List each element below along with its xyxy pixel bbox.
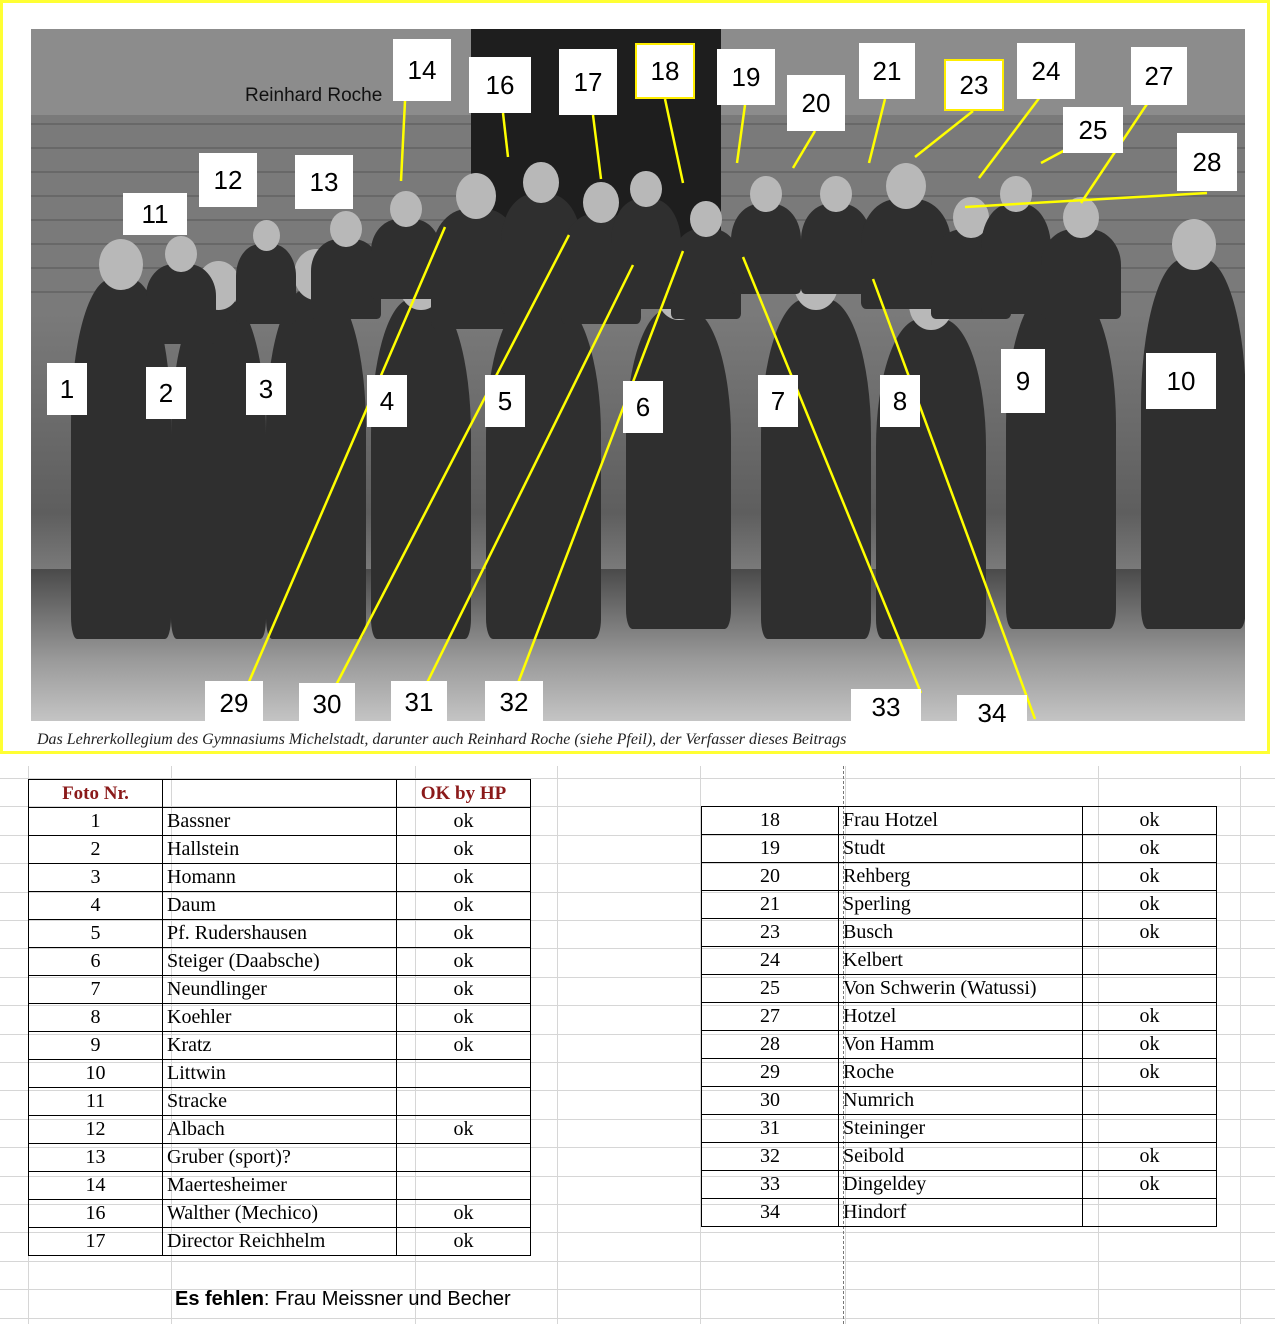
name-cell: Daum: [163, 892, 397, 920]
ok-cell: ok: [397, 808, 531, 836]
foto-number-cell: 9: [29, 1032, 163, 1060]
table-row: [702, 1199, 1217, 1227]
name-cell: Hotzel: [839, 1003, 1083, 1031]
pointer-line: [515, 251, 683, 691]
name-cell: Busch: [839, 919, 1083, 947]
missing-text: : Frau Meissner und Becher: [263, 1288, 511, 1310]
table-row: [29, 864, 531, 892]
grid-col-line: [1240, 766, 1241, 1324]
table-row: [702, 1143, 1217, 1171]
pointer-line: [333, 235, 569, 691]
ok-cell: ok: [397, 1004, 531, 1032]
name-cell: Von Hamm: [839, 1031, 1083, 1059]
photo-number-25: 25: [1063, 107, 1123, 153]
foto-number-cell: 6: [29, 948, 163, 976]
table-row: [29, 1032, 531, 1060]
table-row: [702, 1115, 1217, 1143]
foto-number-cell: 20: [702, 863, 839, 891]
table-row: [702, 1087, 1217, 1115]
foto-number-cell: 1: [29, 808, 163, 836]
ok-cell: ok: [1083, 1171, 1217, 1199]
photo-number-2: 2: [146, 367, 186, 419]
ok-cell: ok: [1083, 1003, 1217, 1031]
foto-number-cell: 12: [29, 1116, 163, 1144]
name-cell: Hindorf: [839, 1199, 1083, 1227]
table-row: [29, 1088, 531, 1116]
name-cell: Neundlinger: [163, 976, 397, 1004]
foto-number-cell: 10: [29, 1060, 163, 1088]
name-cell: Pf. Rudershausen: [163, 920, 397, 948]
foto-number-cell: 27: [702, 1003, 839, 1031]
foto-number-cell: 14: [29, 1172, 163, 1200]
foto-number-cell: 34: [702, 1199, 839, 1227]
photo-number-27: 27: [1131, 47, 1187, 105]
name-cell: Walther (Mechico): [163, 1200, 397, 1228]
photo-number-1: 1: [47, 363, 87, 415]
name-cell: Dingeldey: [839, 1171, 1083, 1199]
name-cell: Homann: [163, 864, 397, 892]
table-row: [702, 947, 1217, 975]
foto-number-cell: 11: [29, 1088, 163, 1116]
ok-cell: ok: [397, 1116, 531, 1144]
ok-cell: ok: [1083, 1059, 1217, 1087]
name-cell: Steininger: [839, 1115, 1083, 1143]
ok-cell: [397, 1172, 531, 1200]
ok-cell: [1083, 975, 1217, 1003]
photo-number-29: 29: [205, 681, 263, 725]
name-cell: Hallstein: [163, 836, 397, 864]
table-row: [702, 1031, 1217, 1059]
photo-number-18: 18: [635, 43, 695, 99]
foto-number-cell: 25: [702, 975, 839, 1003]
ok-cell: [1083, 1115, 1217, 1143]
table-row: [702, 1003, 1217, 1031]
name-cell: Kratz: [163, 1032, 397, 1060]
photo-caption: Das Lehrerkollegium des Gymnasiums Michelstadt, darunter auch Reinhard Roche (siehe Pfeil), der Verfasser dieses Beitrags: [37, 731, 847, 748]
ok-cell: ok: [397, 836, 531, 864]
ok-cell: [397, 1088, 531, 1116]
ok-cell: ok: [1083, 891, 1217, 919]
pointer-line: [869, 99, 885, 163]
photo-number-31: 31: [391, 681, 447, 723]
name-cell: Director Reichhelm: [163, 1228, 397, 1256]
name-cell: Gruber (sport)?: [163, 1144, 397, 1172]
photo-number-4: 4: [367, 375, 407, 427]
name-cell: Kelbert: [839, 947, 1083, 975]
photo-number-9: 9: [1001, 349, 1045, 413]
ok-cell: [1083, 947, 1217, 975]
pointer-line: [593, 115, 601, 179]
pointer-line: [423, 265, 633, 691]
foto-number-cell: 2: [29, 836, 163, 864]
photo-number-30: 30: [299, 683, 355, 725]
table-row: [702, 1059, 1217, 1087]
staff-table-left: [28, 779, 531, 1256]
ok-cell: ok: [1083, 1143, 1217, 1171]
name-cell: Seibold: [839, 1143, 1083, 1171]
foto-number-cell: 18: [702, 807, 839, 835]
ok-cell: [397, 1060, 531, 1088]
table-row: [29, 1200, 531, 1228]
ok-cell: ok: [397, 1228, 531, 1256]
table-row: [29, 1144, 531, 1172]
header-foto-nr: Foto Nr.: [29, 780, 163, 808]
foto-number-cell: 32: [702, 1143, 839, 1171]
name-cell: Von Schwerin (Watussi): [839, 975, 1083, 1003]
table-row: [702, 975, 1217, 1003]
name-cell: Studt: [839, 835, 1083, 863]
name-cell: Frau Hotzel: [839, 807, 1083, 835]
table-row: [702, 919, 1217, 947]
foto-number-cell: 28: [702, 1031, 839, 1059]
name-cell: Littwin: [163, 1060, 397, 1088]
photo-number-7: 7: [758, 375, 798, 427]
table-row: [29, 1172, 531, 1200]
header-name: [163, 780, 397, 808]
name-cell: Bassner: [163, 808, 397, 836]
photo-number-17: 17: [559, 49, 617, 115]
ok-cell: ok: [397, 892, 531, 920]
photo-number-6: 6: [623, 381, 663, 433]
ok-cell: ok: [397, 948, 531, 976]
ok-cell: ok: [397, 1032, 531, 1060]
foto-number-cell: 31: [702, 1115, 839, 1143]
pointer-line: [793, 131, 815, 168]
ok-cell: ok: [397, 864, 531, 892]
foto-number-cell: 8: [29, 1004, 163, 1032]
name-cell: Albach: [163, 1116, 397, 1144]
photo-number-24: 24: [1017, 43, 1075, 99]
table-row: [29, 1116, 531, 1144]
photo-number-33: 33: [851, 689, 921, 725]
foto-number-cell: 13: [29, 1144, 163, 1172]
table-row: [29, 976, 531, 1004]
table-row: [702, 835, 1217, 863]
table-row: [702, 1171, 1217, 1199]
table-row: [702, 891, 1217, 919]
ok-cell: ok: [397, 976, 531, 1004]
ok-cell: ok: [1083, 835, 1217, 863]
pointer-line: [401, 101, 405, 181]
ok-cell: [1083, 1199, 1217, 1227]
pointer-line: [873, 279, 1035, 719]
ok-cell: [397, 1144, 531, 1172]
foto-number-cell: 24: [702, 947, 839, 975]
foto-number-cell: 33: [702, 1171, 839, 1199]
name-cell: Steiger (Daabsche): [163, 948, 397, 976]
grid-row-line: [0, 1318, 1275, 1319]
photo-number-32: 32: [485, 681, 543, 723]
foto-number-cell: 5: [29, 920, 163, 948]
photo-number-5: 5: [485, 375, 525, 427]
staff-table-right: [701, 806, 1217, 1227]
photo-number-3: 3: [246, 363, 286, 415]
ok-cell: ok: [1083, 807, 1217, 835]
name-cell: Rehberg: [839, 863, 1083, 891]
foto-number-cell: 29: [702, 1059, 839, 1087]
name-cell: Koehler: [163, 1004, 397, 1032]
foto-number-cell: 7: [29, 976, 163, 1004]
ok-cell: ok: [1083, 863, 1217, 891]
photo-number-13: 13: [295, 155, 353, 209]
pointer-line: [503, 113, 508, 157]
name-cell: Numrich: [839, 1087, 1083, 1115]
grid-col-line: [557, 766, 558, 1324]
photo-number-23: 23: [944, 59, 1004, 111]
foto-number-cell: 21: [702, 891, 839, 919]
table-header: [29, 780, 531, 808]
missing-note: [175, 1288, 511, 1311]
ok-cell: ok: [397, 920, 531, 948]
photo-number-12: 12: [199, 153, 257, 207]
photo-number-20: 20: [787, 75, 845, 131]
missing-label: Es fehlen: [175, 1288, 264, 1310]
photo-number-8: 8: [880, 375, 920, 427]
photo-number-28: 28: [1177, 133, 1237, 191]
pointer-line: [245, 227, 445, 691]
photo-number-21: 21: [859, 43, 915, 99]
pointer-line: [915, 111, 973, 157]
table-row: [29, 920, 531, 948]
foto-number-cell: 16: [29, 1200, 163, 1228]
table-row: [29, 948, 531, 976]
ok-cell: [1083, 1087, 1217, 1115]
foto-number-cell: 19: [702, 835, 839, 863]
table-row: [29, 836, 531, 864]
table-row: [29, 808, 531, 836]
ok-cell: ok: [397, 1200, 531, 1228]
table-row: [29, 892, 531, 920]
photo-number-11: 11: [123, 193, 187, 235]
photo-number-14: 14: [393, 39, 451, 101]
foto-number-cell: 23: [702, 919, 839, 947]
photo-number-19: 19: [717, 49, 775, 105]
ok-cell: ok: [1083, 919, 1217, 947]
table-row: [29, 1004, 531, 1032]
pointer-line: [737, 105, 745, 163]
name-cell: Stracke: [163, 1088, 397, 1116]
foto-number-cell: 17: [29, 1228, 163, 1256]
pointer-line: [743, 257, 921, 693]
grid-row-line: [0, 1261, 1275, 1262]
table-row: [29, 1060, 531, 1088]
pointer-line: [665, 99, 683, 183]
name-cell: Sperling: [839, 891, 1083, 919]
foto-number-cell: 3: [29, 864, 163, 892]
table-row: [29, 1228, 531, 1256]
spreadsheet: [0, 766, 1275, 1324]
name-cell: Maertesheimer: [163, 1172, 397, 1200]
photo-number-16: 16: [469, 57, 531, 113]
photo-number-34: 34: [957, 695, 1027, 731]
foto-number-cell: 4: [29, 892, 163, 920]
name-cell: Roche: [839, 1059, 1083, 1087]
table-row: [702, 863, 1217, 891]
header-ok-by-hp: OK by HP: [397, 780, 531, 808]
ok-cell: ok: [1083, 1031, 1217, 1059]
reinhard-roche-label: Reinhard Roche: [245, 85, 383, 106]
table-row: [702, 807, 1217, 835]
photo-number-10: 10: [1146, 353, 1216, 409]
foto-number-cell: 30: [702, 1087, 839, 1115]
